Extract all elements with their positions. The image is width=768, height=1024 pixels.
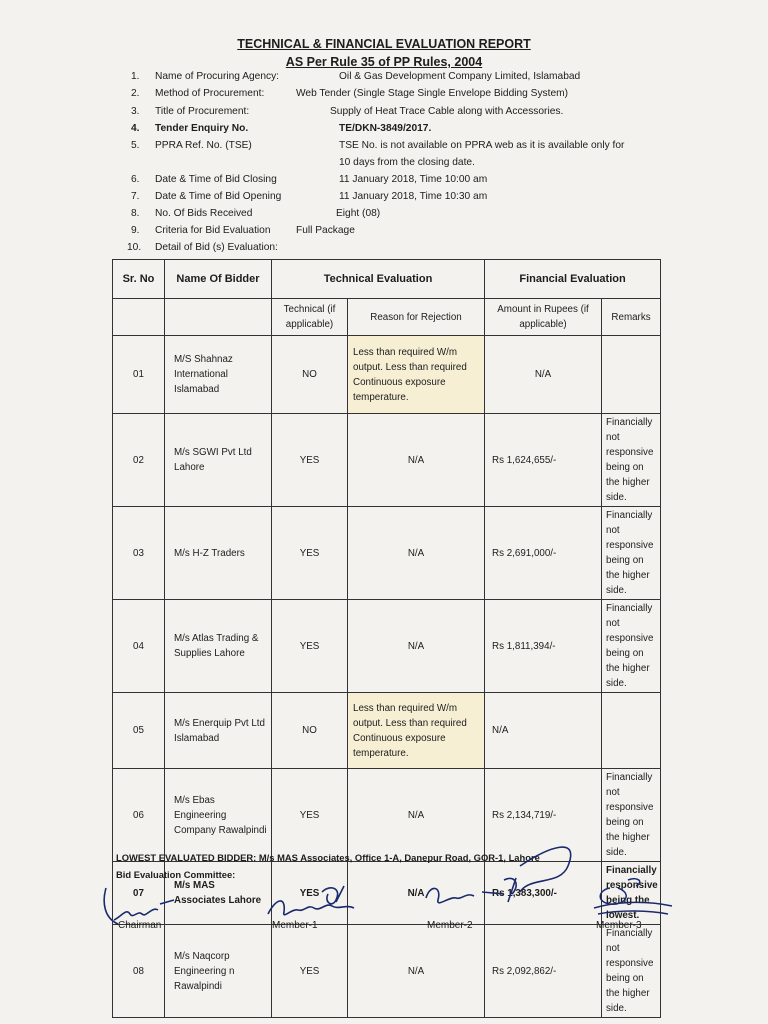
table-subheader-row [113, 299, 661, 336]
cell-technical: YES [272, 414, 348, 507]
cell-sr-no: 06 [113, 769, 165, 862]
cell-bidder: M/s H-Z Traders [165, 507, 272, 600]
info-label: Tender Enquiry No. [155, 123, 249, 134]
subheader-technical: Technical (if applicable) [272, 299, 348, 336]
cell-technical: YES [272, 600, 348, 693]
cell-amount: Rs 2,092,862/- [485, 925, 602, 1018]
cell-sr-no: 05 [113, 693, 165, 769]
cell-sr-no: 03 [113, 507, 165, 600]
table-row [113, 600, 661, 693]
info-number: 4. [131, 123, 140, 134]
info-label: Criteria for Bid Evaluation [155, 225, 271, 236]
cell-technical: YES [272, 507, 348, 600]
cell-sr-no: 04 [113, 600, 165, 693]
info-label: Title of Procurement: [155, 106, 250, 117]
member-1-label: Member-1 [272, 920, 318, 931]
info-value: Oil & Gas Development Company Limited, Islamabad [339, 71, 581, 82]
member-2-signature [420, 836, 580, 916]
report-subtitle: AS Per Rule 35 of PP Rules, 2004 [285, 55, 483, 69]
cell-reason: Less than required W/m output. Less than required Continuous exposure temperature. [348, 336, 485, 414]
cell-amount: Rs 2,691,000/- [485, 507, 602, 600]
cell-bidder: M/s Enerquip Pvt Ltd Islamabad [165, 693, 272, 769]
cell-technical: NO [272, 693, 348, 769]
info-number: 9. [131, 225, 140, 236]
info-label: No. Of Bids Received [155, 208, 253, 219]
info-number: 7. [131, 191, 140, 202]
info-number: 6. [131, 174, 140, 185]
cell-technical: YES [272, 862, 348, 925]
cell-remarks: Financially not responsive being on the higher side. [602, 769, 661, 862]
info-number: 10. [127, 242, 142, 253]
cell-reason: Less than required W/m output. Less than required Continuous exposure temperature. [348, 693, 485, 769]
member-2-label: Member-2 [427, 920, 473, 931]
subheader-empty [113, 299, 165, 336]
info-label: Date & Time of Bid Closing [155, 174, 277, 185]
cell-bidder: M/S Shahnaz International Islamabad [165, 336, 272, 414]
cell-bidder: M/s Atlas Trading & Supplies Lahore [165, 600, 272, 693]
info-number: 3. [131, 106, 140, 117]
cell-technical: NO [272, 336, 348, 414]
cell-amount: Rs 1,383,300/- [485, 862, 602, 925]
info-label: PPRA Ref. No. (TSE) [155, 140, 252, 151]
cell-sr-no: 07 [113, 862, 165, 925]
table-header-row [113, 260, 661, 299]
info-label: Date & Time of Bid Opening [155, 191, 282, 202]
info-value: Web Tender (Single Stage Single Envelope Bidding System) [296, 88, 569, 99]
cell-amount: Rs 2,134,719/- [485, 769, 602, 862]
lowest-evaluated-bidder: LOWEST EVALUATED BIDDER: M/s MAS Associates, Office 1-A, Danepur Road, GOR-1, Lahore [116, 852, 540, 863]
cell-amount: Rs 1,624,655/- [485, 414, 602, 507]
info-label: Method of Procurement: [155, 88, 265, 99]
cell-sr-no: 08 [113, 925, 165, 1018]
cell-remarks: Financially not responsive being on the higher side. [602, 507, 661, 600]
header-bidder: Name Of Bidder [165, 260, 272, 299]
cell-reason: N/A [348, 414, 485, 507]
table-row [113, 925, 661, 1018]
cell-remarks [602, 693, 661, 769]
info-value-continued: 10 days from the closing date. [339, 157, 475, 168]
cell-reason: N/A [348, 925, 485, 1018]
cell-remarks: Financially responsive being the lowest. [602, 862, 661, 925]
info-value: Eight (08) [336, 208, 381, 219]
info-value: Full Package [296, 225, 355, 236]
cell-technical: YES [272, 925, 348, 1018]
chairman-label: Chairman [118, 920, 162, 931]
info-value: 11 January 2018, Time 10:00 am [339, 174, 488, 185]
header-financial-evaluation: Financial Evaluation [485, 260, 661, 299]
info-number: 2. [131, 88, 140, 99]
cell-reason: N/A [348, 769, 485, 862]
member-3-signature [588, 872, 678, 922]
cell-bidder: M/s SGWI Pvt Ltd Lahore [165, 414, 272, 507]
report-title: TECHNICAL & FINANCIAL EVALUATION REPORT [237, 37, 531, 51]
table-row [113, 336, 661, 414]
cell-remarks [602, 336, 661, 414]
cell-sr-no: 01 [113, 336, 165, 414]
info-number: 1. [131, 71, 140, 82]
cell-remarks: Financially not responsive being on the higher side. [602, 925, 661, 1018]
cell-remarks: Financially not responsive being on the higher side. [602, 414, 661, 507]
cell-amount: N/A [485, 336, 602, 414]
info-value: Supply of Heat Trace Cable along with Accessories. [330, 106, 564, 117]
cell-reason: N/A [348, 862, 485, 925]
member-3-label: Member-3 [596, 920, 642, 931]
subheader-remarks: Remarks [602, 299, 661, 336]
info-value: 11 January 2018, Time 10:30 am [339, 191, 488, 202]
committee-heading: Bid Evaluation Committee: [116, 869, 236, 880]
table-row [113, 414, 661, 507]
info-value: TE/DKN-3849/2017. [339, 123, 432, 134]
cell-bidder: M/s MAS Associates Lahore [165, 862, 272, 925]
table-row [113, 507, 661, 600]
info-number: 8. [131, 208, 140, 219]
header-sr-no: Sr. No [113, 260, 165, 299]
cell-remarks: Financially not responsive being on the higher side. [602, 600, 661, 693]
cell-amount: Rs 1,811,394/- [485, 600, 602, 693]
cell-amount: N/A [485, 693, 602, 769]
table-row [113, 693, 661, 769]
header-technical-evaluation: Technical Evaluation [272, 260, 485, 299]
info-value: TSE No. is not available on PPRA web as it is available only for [339, 140, 625, 151]
cell-technical: YES [272, 769, 348, 862]
info-label: Detail of Bid (s) Evaluation: [155, 242, 278, 253]
cell-sr-no: 02 [113, 414, 165, 507]
info-label: Name of Procuring Agency: [155, 71, 280, 82]
cell-bidder: M/s Naqcorp Engineering n Rawalpindi [165, 925, 272, 1018]
subheader-empty [165, 299, 272, 336]
cell-reason: N/A [348, 600, 485, 693]
info-number: 5. [131, 140, 140, 151]
subheader-amount: Amount in Rupees (if applicable) [485, 299, 602, 336]
subheader-reason: Reason for Rejection [348, 299, 485, 336]
cell-bidder: M/s Ebas Engineering Company Rawalpindi [165, 769, 272, 862]
cell-reason: N/A [348, 507, 485, 600]
